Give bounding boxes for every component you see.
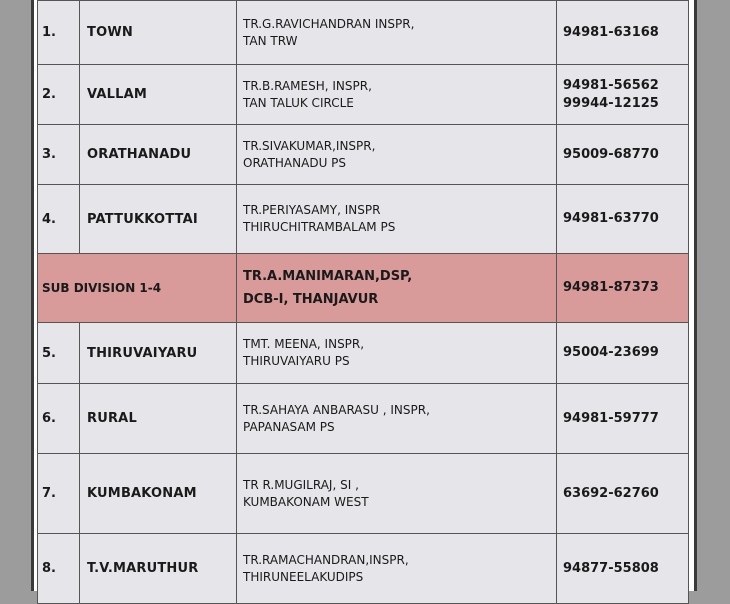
phone-number: 94877-55808 xyxy=(563,560,659,576)
officer-name: TR.SAHAYA ANBARASU , INSPR, xyxy=(243,402,430,417)
officer-cell xyxy=(237,534,557,604)
table-row xyxy=(38,454,689,534)
subdivision-phone: 94981-87373 xyxy=(557,254,689,323)
phone-cell xyxy=(557,65,689,125)
officer-cell xyxy=(237,65,557,125)
officer-cell xyxy=(237,125,557,185)
serial-number: 1. xyxy=(38,1,80,65)
officer-cell xyxy=(237,384,557,454)
contact-table xyxy=(37,0,689,604)
officer-posting: PAPANASAM PS xyxy=(243,419,335,434)
serial-number: 6. xyxy=(38,384,80,454)
officer-posting: THIRUNEELAKUDIPS xyxy=(243,569,364,584)
officer-cell xyxy=(237,454,557,534)
officer-name: TR.SIVAKUMAR,INSPR, xyxy=(243,138,376,153)
phone-cell xyxy=(557,454,689,534)
table-row xyxy=(38,534,689,604)
subdivision-officer-name: TR.A.MANIMARAN,DSP, xyxy=(243,269,413,284)
officer-cell xyxy=(237,323,557,384)
table-row xyxy=(38,323,689,384)
table-row xyxy=(38,384,689,454)
phone-number: 94981-56562 xyxy=(563,77,659,93)
officer-posting: TAN TRW xyxy=(243,33,298,48)
serial-number: 8. xyxy=(38,534,80,604)
officer-name: TR R.MUGILRAJ, SI , xyxy=(243,477,359,492)
officer-name: TR.PERIYASAMY, INSPR xyxy=(243,203,381,217)
officer-name: TR.RAMACHANDRAN,INSPR, xyxy=(243,552,409,567)
officer-posting: ORATHANADU PS xyxy=(243,155,347,170)
officer-posting: THIRUVAIYARU PS xyxy=(243,354,350,368)
officer-posting: THIRUCHITRAMBALAM PS xyxy=(243,220,396,234)
serial-number: 4. xyxy=(38,185,80,254)
subdivision-officer-posting: DCB-I, THANJAVUR xyxy=(243,292,379,307)
station-name: T.V.MARUTHUR xyxy=(80,534,237,604)
subdivision-label: SUB DIVISION 1-4 xyxy=(38,254,237,323)
station-name: RURAL xyxy=(80,384,237,454)
table-row xyxy=(38,1,689,65)
subdivision-officer-cell xyxy=(237,254,557,323)
officer-cell xyxy=(237,1,557,65)
serial-number: 7. xyxy=(38,454,80,534)
phone-number: 63692-62760 xyxy=(563,485,659,501)
document-page xyxy=(31,0,697,591)
serial-number: 3. xyxy=(38,125,80,185)
officer-posting: KUMBAKONAM WEST xyxy=(243,494,369,509)
phone-cell xyxy=(557,1,689,65)
phone-cell xyxy=(557,185,689,254)
station-name: PATTUKKOTTAI xyxy=(80,185,237,254)
phone-number: 95004-23699 xyxy=(563,345,659,360)
officer-cell xyxy=(237,185,557,254)
phone-number: 94981-63168 xyxy=(563,24,659,40)
table-row xyxy=(38,65,689,125)
phone-number: 94981-59777 xyxy=(563,410,659,426)
officer-name: TR.B.RAMESH, INSPR, xyxy=(243,78,372,93)
phone-cell xyxy=(557,323,689,384)
station-name: TOWN xyxy=(80,1,237,65)
station-name: VALLAM xyxy=(80,65,237,125)
officer-posting: TAN TALUK CIRCLE xyxy=(243,95,354,110)
table-row xyxy=(38,125,689,185)
officer-name: TMT. MEENA, INSPR, xyxy=(243,337,365,351)
station-name: THIRUVAIYARU xyxy=(80,323,237,384)
station-name: ORATHANADU xyxy=(80,125,237,185)
officer-name: TR.G.RAVICHANDRAN INSPR, xyxy=(243,16,415,31)
phone-number: 94981-63770 xyxy=(563,211,659,226)
table-row xyxy=(38,185,689,254)
phone-number: 95009-68770 xyxy=(563,146,659,162)
phone-cell xyxy=(557,534,689,604)
station-name: KUMBAKONAM xyxy=(80,454,237,534)
phone-cell xyxy=(557,384,689,454)
phone-cell xyxy=(557,125,689,185)
serial-number: 5. xyxy=(38,323,80,384)
serial-number: 2. xyxy=(38,65,80,125)
subdivision-row xyxy=(38,254,689,323)
phone-number-alt: 99944-12125 xyxy=(563,95,659,111)
